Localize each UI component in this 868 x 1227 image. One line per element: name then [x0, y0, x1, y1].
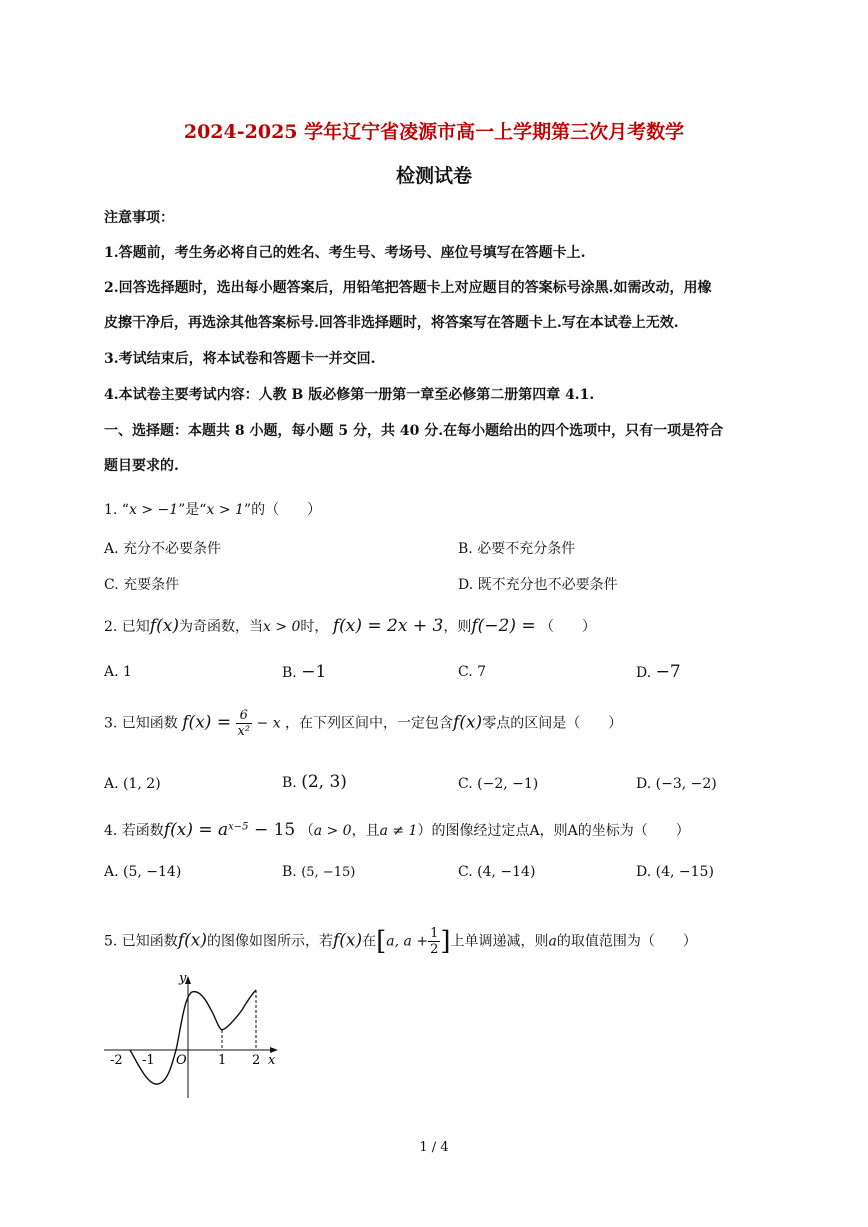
q3-option-d-label: D. [636, 776, 652, 792]
q2-option-c: C. 7 [458, 664, 487, 680]
q4-c2: a ≠ 1 [379, 823, 418, 839]
q3-prefix: 3. 已知函数 [104, 715, 178, 732]
q2-fx: f(x) [149, 616, 179, 636]
q4-option-d-label: D. [636, 864, 652, 880]
q3-t1: ，在下列区间中，一定包含 [285, 715, 454, 732]
q2-t1: 为奇函数，当 [178, 619, 263, 635]
q2-cond: x > 0 [262, 619, 301, 635]
q4-t1: （ [299, 823, 314, 839]
q4-option-b-label: B. [282, 864, 297, 880]
q3-option-c-label: C. [458, 776, 473, 792]
question-2 [104, 616, 784, 636]
q3-option-c-value: (−2, −1) [477, 776, 539, 792]
q4-prefix: 4. 若函数 [104, 823, 164, 839]
q3-rhs: − x [256, 715, 281, 732]
q4-option-a-value: (5, −14) [123, 864, 182, 880]
q2-prefix: 2. 已知 [104, 619, 150, 635]
q4-expr: f(x) = a [163, 820, 229, 840]
section1-line2: 题目要求的. [104, 458, 179, 474]
q4-option-c-value: (4, −14) [477, 864, 536, 880]
q4-option-c [458, 864, 535, 880]
q4-point-2: A [567, 823, 578, 839]
q1-cond2: x > 1 [206, 502, 244, 518]
q2-ask: f(−2) = [471, 616, 536, 636]
q3-option-a-label: A. [104, 776, 119, 792]
q4-option-b [282, 864, 355, 880]
q3-option-a-value: (1, 2) [123, 776, 161, 792]
question-4 [104, 820, 784, 840]
x-axis-label: x [268, 1053, 276, 1068]
q2-option-b-label: B. [282, 665, 297, 681]
question-1 [104, 499, 784, 519]
q3-numerator: 6 [236, 708, 253, 724]
q1-prefix: 1. “ [104, 502, 129, 518]
q3-denominator: x² [237, 724, 251, 739]
q4-option-d-value: (4, −15) [655, 864, 714, 880]
page-number: 1 / 4 [419, 1140, 449, 1155]
q5-var: a [548, 933, 557, 950]
q4-t2: ，且 [351, 823, 380, 839]
q5-t4: 的取值范围为（ ） [556, 933, 697, 950]
question-3 [104, 708, 784, 739]
tick-label-2: 2 [252, 1053, 261, 1068]
function-graph [100, 968, 290, 1103]
q5-t1: 的图像如图所示，若 [206, 933, 333, 950]
q2-option-d [636, 662, 681, 682]
q3-option-a [104, 776, 161, 792]
q2-t3: ，则 [443, 619, 472, 635]
q3-option-c [458, 776, 538, 792]
q4-option-c-label: C. [458, 864, 473, 880]
q3-option-d [636, 776, 717, 792]
q4-c1: a > 0 [313, 823, 352, 839]
tick-label-1: 1 [218, 1053, 227, 1068]
origin-label: O [176, 1053, 187, 1068]
q1-suffix: ”的（ ） [243, 502, 322, 518]
q2-option-d-label: D. [636, 665, 652, 681]
q3-option-b-label: B. [282, 775, 297, 791]
q3-fraction [236, 708, 253, 739]
q3-t2: 零点的区间是（ ） [482, 715, 623, 732]
q5-left-bracket: [ [376, 926, 387, 957]
q4-point: A [529, 823, 540, 839]
exam-title-line1: 2024-2025 学年辽宁省凌源市高一上学期第三次月考数学 [183, 121, 685, 143]
q1-cond1: x > −1 [128, 502, 179, 518]
q5-denominator: 2 [430, 942, 439, 957]
q2-option-a: A. 1 [104, 664, 132, 680]
q1-option-d: D. 既不充分也不必要条件 [458, 577, 618, 593]
q1-option-a: A. 充分不必要条件 [104, 541, 222, 557]
q2-option-d-value: −7 [655, 662, 681, 682]
q4-expr-tail: − 15 [248, 820, 296, 840]
function-curve [130, 990, 256, 1084]
notes-item-2b: 皮擦干净后，再选涂其他答案标号.回答非选择题时，将答案写在答题卡上.写在本试卷上无效. [104, 315, 679, 331]
question-5 [104, 926, 784, 957]
notes-heading: 注意事项： [104, 210, 174, 226]
q3-option-b-value: (2, 3) [301, 772, 347, 792]
q5-t3: 上单调递减，则 [450, 933, 549, 950]
notes-item-1: 1.答题前，考生务必将自己的姓名、考生号、考场号、座位号填写在答题卡上. [104, 245, 586, 261]
tick-label-minus-2: -2 [110, 1053, 123, 1068]
q2-tail: （ ） [540, 619, 597, 635]
y-axis-label: y [179, 971, 187, 986]
q2-t2: 时， [300, 619, 329, 635]
q3-fx: f(x) [453, 712, 483, 733]
q4-t3: ）的图像经过定点 [417, 823, 530, 839]
q3-option-d-value: (−3, −2) [655, 776, 717, 792]
q1-option-c: C. 充要条件 [104, 577, 180, 593]
q4-t4: ，则 [539, 823, 568, 839]
q4-option-a [104, 864, 181, 880]
q5-fx2: f(x) [332, 930, 363, 951]
q4-option-b-value: (5, −15) [301, 865, 356, 880]
exam-title-line2: 检测试卷 [395, 165, 472, 187]
q5-interval-a: a, a + [386, 933, 429, 950]
q2-option-b [282, 662, 326, 682]
q2-option-b-value: −1 [301, 662, 327, 682]
q5-fx: f(x) [177, 930, 207, 951]
q4-exponent: x−5 [228, 821, 249, 833]
notes-item-2a: 2.回答选择题时，选出每小题答案后，用铅笔把答题卡上对应题目的答案标号涂黑.如需改动，用橡 [104, 280, 712, 296]
notes-item-4: 4.本试卷主要考试内容：人教 B 版必修第一册第一章至必修第二册第四章 4.1. [104, 387, 595, 403]
q5-fraction [428, 926, 440, 957]
q1-option-b: B. 必要不充分条件 [458, 541, 576, 557]
q4-option-a-label: A. [104, 864, 119, 880]
q5-right-bracket: ] [440, 926, 451, 957]
q5-t2: 在 [362, 933, 377, 950]
q5-prefix: 5. 已知函数 [104, 933, 178, 950]
section1-line1: 一、选择题：本题共 8 小题，每小题 5 分，共 40 分.在每小题给出的四个选项中，只有一项是符合 [104, 423, 724, 439]
q3-lhs: f(x) = [182, 712, 232, 733]
q3-option-b [282, 772, 347, 792]
q4-option-d [636, 864, 714, 880]
q1-mid: ”是“ [178, 502, 207, 518]
q4-t5: 的坐标为（ ） [577, 823, 690, 839]
tick-label-minus-1: -1 [142, 1053, 155, 1068]
notes-item-3: 3.考试结束后，将本试卷和答题卡一并交回. [104, 351, 376, 367]
q2-expr: f(x) = 2x + 3 [332, 616, 444, 636]
q5-numerator: 1 [430, 926, 439, 941]
